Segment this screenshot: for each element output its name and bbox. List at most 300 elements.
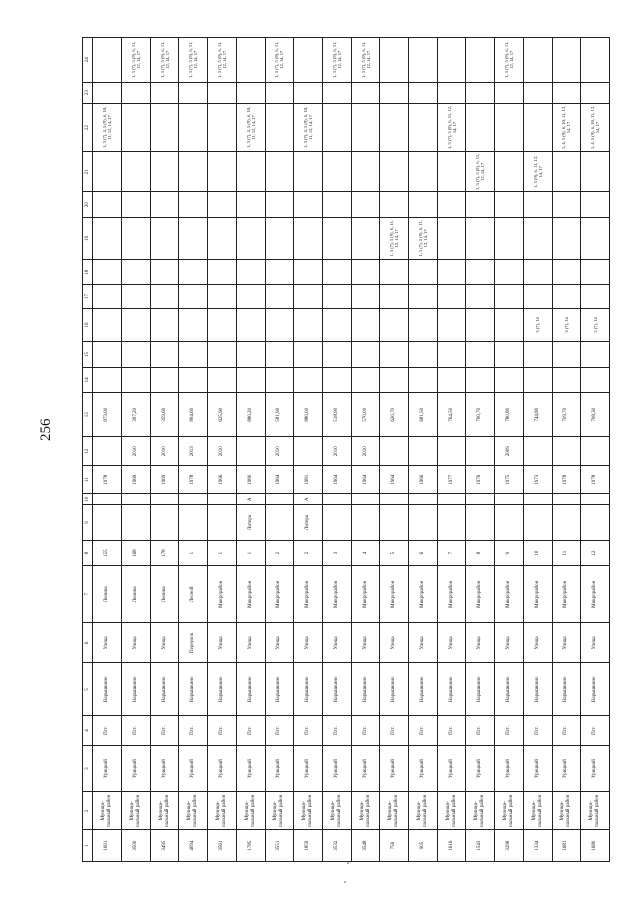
table-cell	[380, 308, 409, 342]
table-cell: Муници-пальный район	[294, 792, 323, 830]
table-cell: Улица	[93, 623, 122, 663]
table-cell	[552, 192, 581, 217]
table-cell	[409, 192, 438, 217]
table-cell: Улица	[322, 623, 351, 663]
table-cell: 581,90	[265, 393, 294, 437]
table-cell: 1680	[581, 830, 610, 862]
table-cell: 168	[122, 540, 151, 565]
table-row	[351, 38, 380, 862]
table-cell: 1, 3 (7), 5 (9), 6, 11, 12, 14, 17	[122, 38, 151, 83]
table-row	[322, 38, 351, 862]
table-cell: Пгт.	[552, 716, 581, 746]
table-cell: 518,90	[322, 393, 351, 437]
table-cell	[523, 505, 552, 541]
table-cell	[265, 285, 294, 308]
table-cell	[179, 367, 208, 392]
table-cell: 7	[437, 540, 466, 565]
table-cell: 708,30	[581, 393, 610, 437]
table-cell	[495, 260, 524, 285]
table-cell	[150, 367, 179, 392]
table-cell: 1, 5 (7), 5 (9), 6, 11, 12, 14, 17	[380, 217, 409, 259]
table-row	[179, 38, 208, 862]
table-cell	[466, 367, 495, 392]
column-number-cell: 22	[83, 103, 93, 152]
table-cell	[208, 494, 237, 505]
table-cell: 11	[552, 540, 581, 565]
table-cell	[179, 82, 208, 103]
table-cell	[495, 505, 524, 541]
table-cell: 1978	[552, 465, 581, 494]
table-cell	[581, 152, 610, 192]
table-cell: Пгт.	[265, 716, 294, 746]
table-cell	[294, 285, 323, 308]
table-cell: 8	[466, 540, 495, 565]
table-cell	[265, 367, 294, 392]
table-cell	[122, 367, 151, 392]
table-cell: 4	[351, 540, 380, 565]
table-cell: Микрорайон	[581, 566, 610, 623]
table-cell	[122, 494, 151, 505]
table-cell: 3500	[122, 830, 151, 862]
table-cell	[466, 192, 495, 217]
table-cell: 709,70	[552, 393, 581, 437]
table-row	[208, 38, 237, 862]
table-cell: Урицкий	[122, 745, 151, 791]
table-cell	[208, 82, 237, 103]
table-cell	[265, 308, 294, 342]
table-cell: 1334	[523, 830, 552, 862]
table-cell: Микрорайон	[409, 566, 438, 623]
table-cell: 764,50	[437, 393, 466, 437]
table-cell: Микрорайон	[236, 566, 265, 623]
table-cell: Улица	[409, 623, 438, 663]
table-cell: Урицкий	[236, 745, 265, 791]
table-cell: Муници-пальный район	[236, 792, 265, 830]
table-cell	[523, 103, 552, 152]
table-cell	[179, 342, 208, 367]
table-cell	[351, 103, 380, 152]
table-cell	[93, 152, 122, 192]
table-cell: 10	[523, 540, 552, 565]
table-cell	[122, 217, 151, 259]
table-cell	[552, 82, 581, 103]
table-cell: Ленина	[122, 566, 151, 623]
column-number-cell: 17	[83, 285, 93, 308]
table-cell: Пгт.	[236, 716, 265, 746]
table-cell	[495, 285, 524, 308]
table-cell	[409, 82, 438, 103]
table-cell	[495, 217, 524, 259]
table-cell: Микрорайон	[294, 566, 323, 623]
table-row	[150, 38, 179, 862]
table-cell	[236, 285, 265, 308]
table-cell	[380, 152, 409, 192]
table-cell: Муници-пальный район	[265, 792, 294, 830]
table-cell	[409, 494, 438, 505]
table-cell: 1, 3 (7), 4, 5 (9), 6, 10, 11, 12, 14, 17	[236, 103, 265, 152]
table-cell	[265, 505, 294, 541]
table-cell	[581, 217, 610, 259]
table-cell: Пгт.	[495, 716, 524, 746]
table-cell	[179, 217, 208, 259]
table-cell: Нарышкино	[437, 663, 466, 716]
table-cell	[150, 285, 179, 308]
column-number-cell: 21	[83, 152, 93, 192]
table-cell	[581, 38, 610, 83]
table-cell: 1964	[322, 465, 351, 494]
table-cell	[351, 505, 380, 541]
table-cell: Нарышкино	[236, 663, 265, 716]
table-cell: Нарышкино	[179, 663, 208, 716]
table-cell	[236, 38, 265, 83]
table-cell	[351, 217, 380, 259]
table-cell	[495, 367, 524, 392]
table-cell	[437, 192, 466, 217]
table-cell	[93, 367, 122, 392]
table-cell: 359,60	[150, 393, 179, 437]
table-cell: Нарышкино	[93, 663, 122, 716]
table-cell	[265, 217, 294, 259]
table-cell	[236, 260, 265, 285]
table-cell	[437, 38, 466, 83]
table-cell: Урицкий	[322, 745, 351, 791]
table-cell	[380, 505, 409, 541]
table-cell: 1964	[351, 465, 380, 494]
table-cell: Урицкий	[380, 745, 409, 791]
table-cell	[93, 505, 122, 541]
table-cell: Пгт.	[581, 716, 610, 746]
table-cell	[351, 494, 380, 505]
table-cell	[294, 308, 323, 342]
table-cell	[208, 192, 237, 217]
table-cell	[409, 342, 438, 367]
table-cell	[409, 367, 438, 392]
table-cell	[179, 505, 208, 541]
table-cell: Микрорайон	[466, 566, 495, 623]
table-cell: 2010	[351, 437, 380, 466]
rotated-table-container	[82, 37, 610, 862]
column-number-cell: 20	[83, 192, 93, 217]
column-number-cell: 14	[83, 367, 93, 392]
table-cell: 3561	[208, 830, 237, 862]
table-cell: Нарышкино	[351, 663, 380, 716]
table-cell: Муници-пальный район	[380, 792, 409, 830]
table-cell: 1978	[93, 465, 122, 494]
table-cell: Пгт.	[351, 716, 380, 746]
table-row	[552, 38, 581, 862]
table-cell: Муници-пальный район	[552, 792, 581, 830]
table-cell	[552, 285, 581, 308]
table-cell	[93, 342, 122, 367]
table-cell	[322, 260, 351, 285]
table-cell: Муници-пальный район	[179, 792, 208, 830]
table-cell	[294, 152, 323, 192]
table-cell	[552, 494, 581, 505]
table-cell	[380, 82, 409, 103]
table-cell: Нарышкино	[581, 663, 610, 716]
table-cell	[437, 342, 466, 367]
table-cell: 1859	[294, 830, 323, 862]
table-cell: 3	[322, 540, 351, 565]
table-cell	[409, 152, 438, 192]
table-cell	[93, 494, 122, 505]
table-cell	[495, 82, 524, 103]
table-cell: 2010	[150, 437, 179, 466]
table-cell: Улица	[236, 623, 265, 663]
table-cell: Улица	[122, 623, 151, 663]
table-cell	[552, 152, 581, 192]
table-cell: Улица	[495, 623, 524, 663]
table-cell	[93, 285, 122, 308]
table-cell	[552, 437, 581, 466]
table-cell	[93, 308, 122, 342]
table-cell: 880,00	[294, 393, 323, 437]
table-cell: Урицкий	[437, 745, 466, 791]
table-cell	[294, 38, 323, 83]
table-cell	[409, 505, 438, 541]
table-cell: Улица	[208, 623, 237, 663]
table-cell	[409, 308, 438, 342]
table-cell	[322, 192, 351, 217]
table-cell	[437, 82, 466, 103]
table-cell	[150, 82, 179, 103]
table-cell: 1543	[466, 830, 495, 862]
table-cell	[437, 285, 466, 308]
table-cell: 2010	[122, 437, 151, 466]
column-number-cell: 10	[83, 494, 93, 505]
table-cell: 5	[380, 540, 409, 565]
table-cell: Пгт.	[322, 716, 351, 746]
housing-registry-table	[82, 37, 610, 862]
table-cell	[294, 82, 323, 103]
table-cell: Ленина	[150, 566, 179, 623]
table-cell	[265, 152, 294, 192]
table-cell: Урицкий	[552, 745, 581, 791]
table-cell: 1969	[150, 465, 179, 494]
table-cell: А	[294, 494, 323, 505]
table-cell	[150, 260, 179, 285]
column-number-cell: 16	[83, 308, 93, 342]
table-cell: Микрорайон	[552, 566, 581, 623]
table-cell: 625,90	[208, 393, 237, 437]
table-cell: 1, 5 (7), 5 (9), 6, 11, 12, 14, 17	[409, 217, 438, 259]
table-cell	[351, 82, 380, 103]
table-cell: 2010	[208, 437, 237, 466]
column-number-cell: 15	[83, 342, 93, 367]
table-cell	[236, 308, 265, 342]
table-cell: Нарышкино	[380, 663, 409, 716]
table-cell: Микрорайон	[322, 566, 351, 623]
table-cell: Муници-пальный район	[495, 792, 524, 830]
column-number-cell: 6	[83, 623, 93, 663]
table-cell	[523, 260, 552, 285]
table-cell: Переулок	[179, 623, 208, 663]
table-row	[409, 38, 438, 862]
table-cell: 1, 3 (7), 4, 5 (9), 6, 10, 11, 12, 14, 17	[93, 103, 122, 152]
table-cell	[93, 192, 122, 217]
table-cell	[466, 505, 495, 541]
table-cell: Урицкий	[150, 745, 179, 791]
table-cell: Пгт.	[523, 716, 552, 746]
table-cell: 1975	[495, 465, 524, 494]
table-cell	[495, 152, 524, 192]
table-cell	[380, 38, 409, 83]
table-cell	[409, 285, 438, 308]
table-cell: 1	[208, 540, 237, 565]
column-number-cell: 4	[83, 716, 93, 746]
table-cell	[351, 152, 380, 192]
table-cell: 1976	[466, 465, 495, 494]
table-cell: 1	[179, 540, 208, 565]
table-cell	[466, 38, 495, 83]
table-cell: 1	[236, 540, 265, 565]
table-cell	[122, 308, 151, 342]
table-cell: Улица	[294, 623, 323, 663]
table-cell: 3551	[265, 830, 294, 862]
table-cell	[380, 367, 409, 392]
column-number-cell: 24	[83, 38, 93, 83]
table-cell: Микрорайон	[351, 566, 380, 623]
table-cell	[552, 260, 581, 285]
table-cell: 1, 3 (7), 5 (9), 6, 11, 12, 14, 17	[150, 38, 179, 83]
table-cell	[523, 82, 552, 103]
table-cell	[265, 192, 294, 217]
table-cell	[122, 285, 151, 308]
table-cell	[523, 367, 552, 392]
table-cell	[495, 342, 524, 367]
table-cell: 873,00	[93, 393, 122, 437]
table-cell	[552, 38, 581, 83]
table-cell: Нарышкино	[466, 663, 495, 716]
column-number-cell: 8	[83, 540, 93, 565]
column-number-cell: 12	[83, 437, 93, 466]
table-cell	[523, 285, 552, 308]
table-cell: Нарышкино	[552, 663, 581, 716]
table-cell: Муници-пальный район	[409, 792, 438, 830]
table-cell: Пгт.	[466, 716, 495, 746]
table-cell	[351, 285, 380, 308]
table-cell: 744,80	[523, 393, 552, 437]
table-cell: 681,50	[409, 393, 438, 437]
table-cell: 3532	[322, 830, 351, 862]
table-row	[466, 38, 495, 862]
column-number-cell: 7	[83, 566, 93, 623]
table-cell	[380, 260, 409, 285]
table-cell: 178	[150, 540, 179, 565]
table-cell	[552, 217, 581, 259]
table-cell: 1681	[552, 830, 581, 862]
table-cell	[150, 494, 179, 505]
table-cell	[179, 308, 208, 342]
table-cell: Пгт.	[409, 716, 438, 746]
table-cell	[179, 260, 208, 285]
table-row	[523, 38, 552, 862]
table-cell: 1, 3 (7), 5 (9), 6, 11, 12, 14, 17	[466, 152, 495, 192]
table-cell: 780,80	[495, 393, 524, 437]
page-number: 256	[38, 418, 54, 441]
table-cell	[437, 308, 466, 342]
table-cell	[236, 192, 265, 217]
table-cell: Пгт.	[437, 716, 466, 746]
table-cell	[351, 342, 380, 367]
table-cell	[265, 260, 294, 285]
table-cell	[495, 103, 524, 152]
table-cell: Улица	[552, 623, 581, 663]
table-cell	[581, 260, 610, 285]
table-cell	[150, 217, 179, 259]
table-cell: 1, 4, 5 (9), 6, 10, 11, 12, 14, 17	[552, 103, 581, 152]
table-cell	[236, 152, 265, 192]
table-cell: Муници-пальный район	[466, 792, 495, 830]
table-cell	[265, 103, 294, 152]
table-cell	[581, 342, 610, 367]
table-cell: 2010	[322, 437, 351, 466]
table-row	[236, 38, 265, 862]
table-cell: 1, 3 (7), 5 (9), 6, 11, 12, 14, 17	[322, 38, 351, 83]
table-row	[581, 38, 610, 862]
column-number-cell: 19	[83, 217, 93, 259]
table-cell: Улица	[523, 623, 552, 663]
table-cell: 2	[294, 540, 323, 565]
table-cell	[351, 308, 380, 342]
table-cell: Нарышкино	[208, 663, 237, 716]
table-cell: Муници-пальный район	[150, 792, 179, 830]
table-cell	[523, 342, 552, 367]
table-cell: 1616	[437, 830, 466, 862]
table-cell: 3 (7), 14	[552, 308, 581, 342]
table-cell	[523, 217, 552, 259]
table-cell	[265, 82, 294, 103]
table-cell	[581, 437, 610, 466]
table-cell	[179, 285, 208, 308]
table-cell	[150, 342, 179, 367]
table-cell	[294, 342, 323, 367]
table-cell	[409, 38, 438, 83]
table-cell: Пгт.	[122, 716, 151, 746]
table-cell	[466, 342, 495, 367]
table-cell	[466, 82, 495, 103]
table-cell: Микрорайон	[208, 566, 237, 623]
table-cell	[322, 494, 351, 505]
table-cell	[581, 285, 610, 308]
table-cell	[495, 494, 524, 505]
table-cell	[294, 367, 323, 392]
table-cell: Урицкий	[265, 745, 294, 791]
table-cell: Урицкий	[208, 745, 237, 791]
table-cell	[380, 103, 409, 152]
table-cell	[495, 192, 524, 217]
table-cell	[122, 103, 151, 152]
table-cell	[380, 342, 409, 367]
table-cell	[409, 260, 438, 285]
table-cell: 3495	[150, 830, 179, 862]
table-cell: 1, 3 (7), 5 (9), 6, 11, 12, 14, 17	[179, 38, 208, 83]
table-cell	[236, 367, 265, 392]
table-cell: Пгт.	[179, 716, 208, 746]
table-cell	[294, 192, 323, 217]
column-number-cell: 18	[83, 260, 93, 285]
table-cell	[581, 192, 610, 217]
table-cell	[581, 494, 610, 505]
table-cell	[208, 260, 237, 285]
table-cell	[437, 494, 466, 505]
table-cell: 1981	[294, 465, 323, 494]
table-cell: 880,20	[236, 393, 265, 437]
table-cell: 1978	[581, 465, 610, 494]
table-cell	[322, 82, 351, 103]
table-cell	[93, 38, 122, 83]
table-cell: 1, 3 (7), 5 (9), 6, 11, 12, 14, 17	[437, 103, 466, 152]
